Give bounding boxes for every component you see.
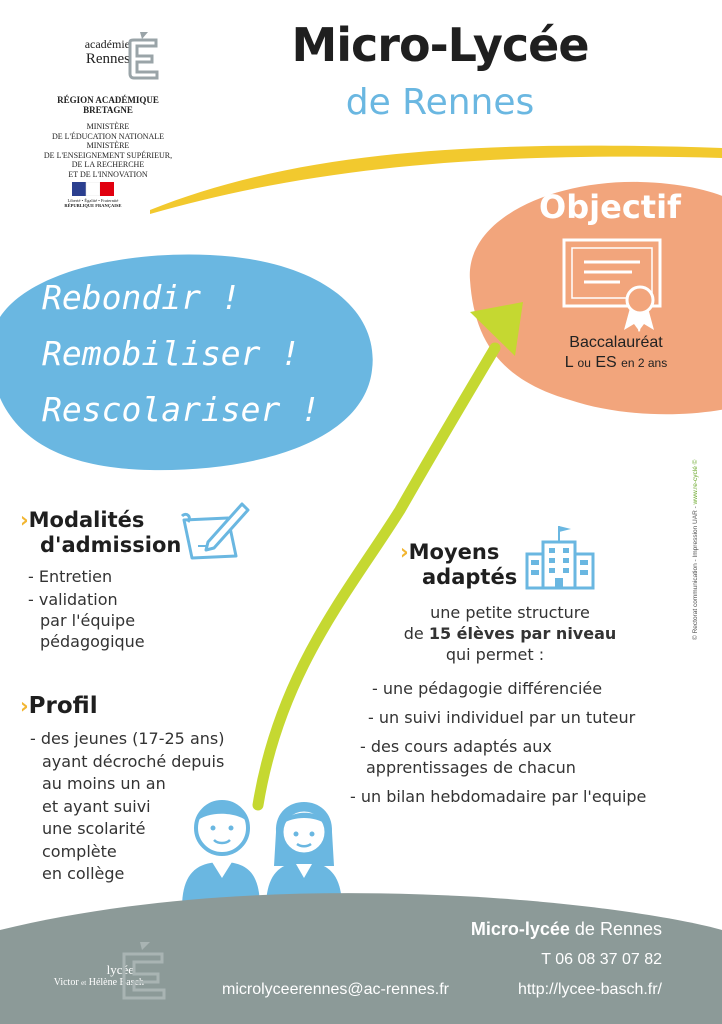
footer-website-link[interactable]: http://lycee-basch.fr/ bbox=[517, 981, 662, 998]
moyens-intro-line bbox=[380, 623, 640, 644]
profil-line: et ayant suivi bbox=[42, 796, 151, 816]
slogan-rescolariser: Rescolariser ! bbox=[42, 390, 321, 429]
print-credit bbox=[692, 400, 702, 640]
profil-heading bbox=[20, 694, 170, 719]
ministere-line: MINISTÈRE bbox=[86, 141, 130, 150]
list-item: - des cours adaptés aux bbox=[360, 737, 552, 756]
moyens-intro bbox=[380, 602, 640, 665]
academie-label: académie bbox=[84, 37, 130, 51]
moyens-intro-bold: 15 élèves par niveau bbox=[428, 624, 617, 643]
modalites-list bbox=[28, 566, 228, 652]
ministere-line: MINISTÈRE bbox=[86, 122, 130, 131]
list-item: - validation bbox=[28, 590, 118, 609]
chevron-icon: › bbox=[20, 694, 29, 718]
academie-logo bbox=[60, 22, 170, 84]
moyens-intro-prefix: de bbox=[403, 624, 429, 643]
profil-line: au moins un an bbox=[42, 774, 166, 793]
ministere-line: DE LA RECHERCHE bbox=[71, 160, 145, 169]
list-item: - Entretien bbox=[28, 567, 113, 586]
profil-title: Profil bbox=[28, 693, 98, 719]
series-duration: en 2 ans bbox=[621, 356, 668, 370]
modalites-title-1: Modalités bbox=[28, 508, 145, 532]
form-pen-icon bbox=[178, 498, 250, 560]
moyens-list bbox=[350, 678, 690, 807]
chevron-icon: › bbox=[400, 540, 409, 564]
lycee-label: lycée bbox=[106, 962, 134, 977]
ministere-line: DE L'ÉDUCATION NATIONALE bbox=[51, 131, 165, 141]
list-item: apprentissages de chacun bbox=[366, 758, 576, 777]
profil-line: - des jeunes (17-25 ans) bbox=[30, 729, 225, 748]
school-building-icon bbox=[523, 524, 597, 590]
footer-email-link[interactable]: microlyceerennes@ac-rennes.fr bbox=[222, 981, 449, 998]
footer-phone: T 06 08 37 07 82 bbox=[541, 951, 662, 968]
moyens-title-1: Moyens bbox=[408, 540, 500, 564]
lycee-e-logo-icon bbox=[118, 940, 170, 1000]
lycee-name-and: et bbox=[81, 979, 87, 987]
moyens-title-2: adaptés bbox=[422, 565, 518, 589]
academie-e-icon bbox=[126, 30, 162, 80]
ministere-block bbox=[28, 122, 188, 179]
footer-org-rest: de Rennes bbox=[569, 919, 662, 939]
region-academique bbox=[28, 95, 188, 115]
profil-line: ayant décroché depuis bbox=[42, 751, 225, 771]
list-item: - une pédagogie différenciée bbox=[372, 679, 603, 698]
objectif-series bbox=[540, 354, 692, 372]
objectif-title: Objectif bbox=[539, 188, 681, 226]
credit-recycle: www.re-cyclé © bbox=[692, 459, 699, 505]
page-subtitle: de Rennes bbox=[345, 82, 535, 123]
footer-org-name bbox=[440, 919, 662, 940]
slogan-remobiliser: Remobiliser ! bbox=[42, 334, 301, 373]
credit-text: © Rectorat communication - Impression UAR - bbox=[692, 504, 699, 640]
ministere-line: ET DE L'INNOVATION bbox=[68, 169, 148, 179]
page-title: Micro-Lycée bbox=[291, 18, 589, 72]
moyens-heading bbox=[400, 540, 530, 590]
series-es: ES bbox=[595, 354, 617, 371]
list-item: pédagogique bbox=[40, 632, 145, 651]
list-item: - un bilan hebdomadaire par l'equipe bbox=[350, 787, 647, 806]
series-ou: ou bbox=[577, 356, 591, 370]
republique-francaise bbox=[62, 198, 124, 208]
moyens-intro-line: une petite structure bbox=[430, 603, 590, 622]
moyens-intro-line: qui permet : bbox=[445, 645, 545, 664]
profil-line: une scolarité bbox=[42, 819, 146, 838]
list-item: - un suivi individuel par un tuteur bbox=[368, 708, 636, 727]
profil-line: en collège bbox=[42, 864, 125, 883]
list-item: par l'équipe bbox=[40, 611, 136, 630]
objectif-bac: Baccalauréat bbox=[569, 334, 663, 351]
region-line-2: BRETAGNE bbox=[83, 105, 133, 115]
lycee-name-first: Victor bbox=[53, 977, 79, 988]
footer-org-bold: Micro-lycée bbox=[470, 919, 570, 939]
slogan-rebondir: Rebondir ! bbox=[42, 278, 241, 317]
profil-line: complète bbox=[42, 841, 117, 861]
lycee-name-last: Hélène Basch bbox=[88, 977, 144, 988]
ministere-line: DE L'ENSEIGNEMENT SUPÉRIEUR, bbox=[43, 150, 173, 160]
french-flag-icon bbox=[72, 182, 114, 196]
chevron-icon: › bbox=[20, 508, 29, 532]
series-l: L bbox=[564, 354, 574, 371]
rf-motto: Liberté • Égalité • Fraternité bbox=[67, 198, 119, 203]
modalites-title-2: d'admission bbox=[40, 533, 182, 557]
diploma-icon bbox=[562, 238, 666, 334]
academie-city: Rennes bbox=[85, 51, 130, 67]
region-line-1: RÉGION ACADÉMIQUE bbox=[57, 95, 159, 105]
rf-name: RÉPUBLIQUE FRANÇAISE bbox=[64, 203, 122, 208]
